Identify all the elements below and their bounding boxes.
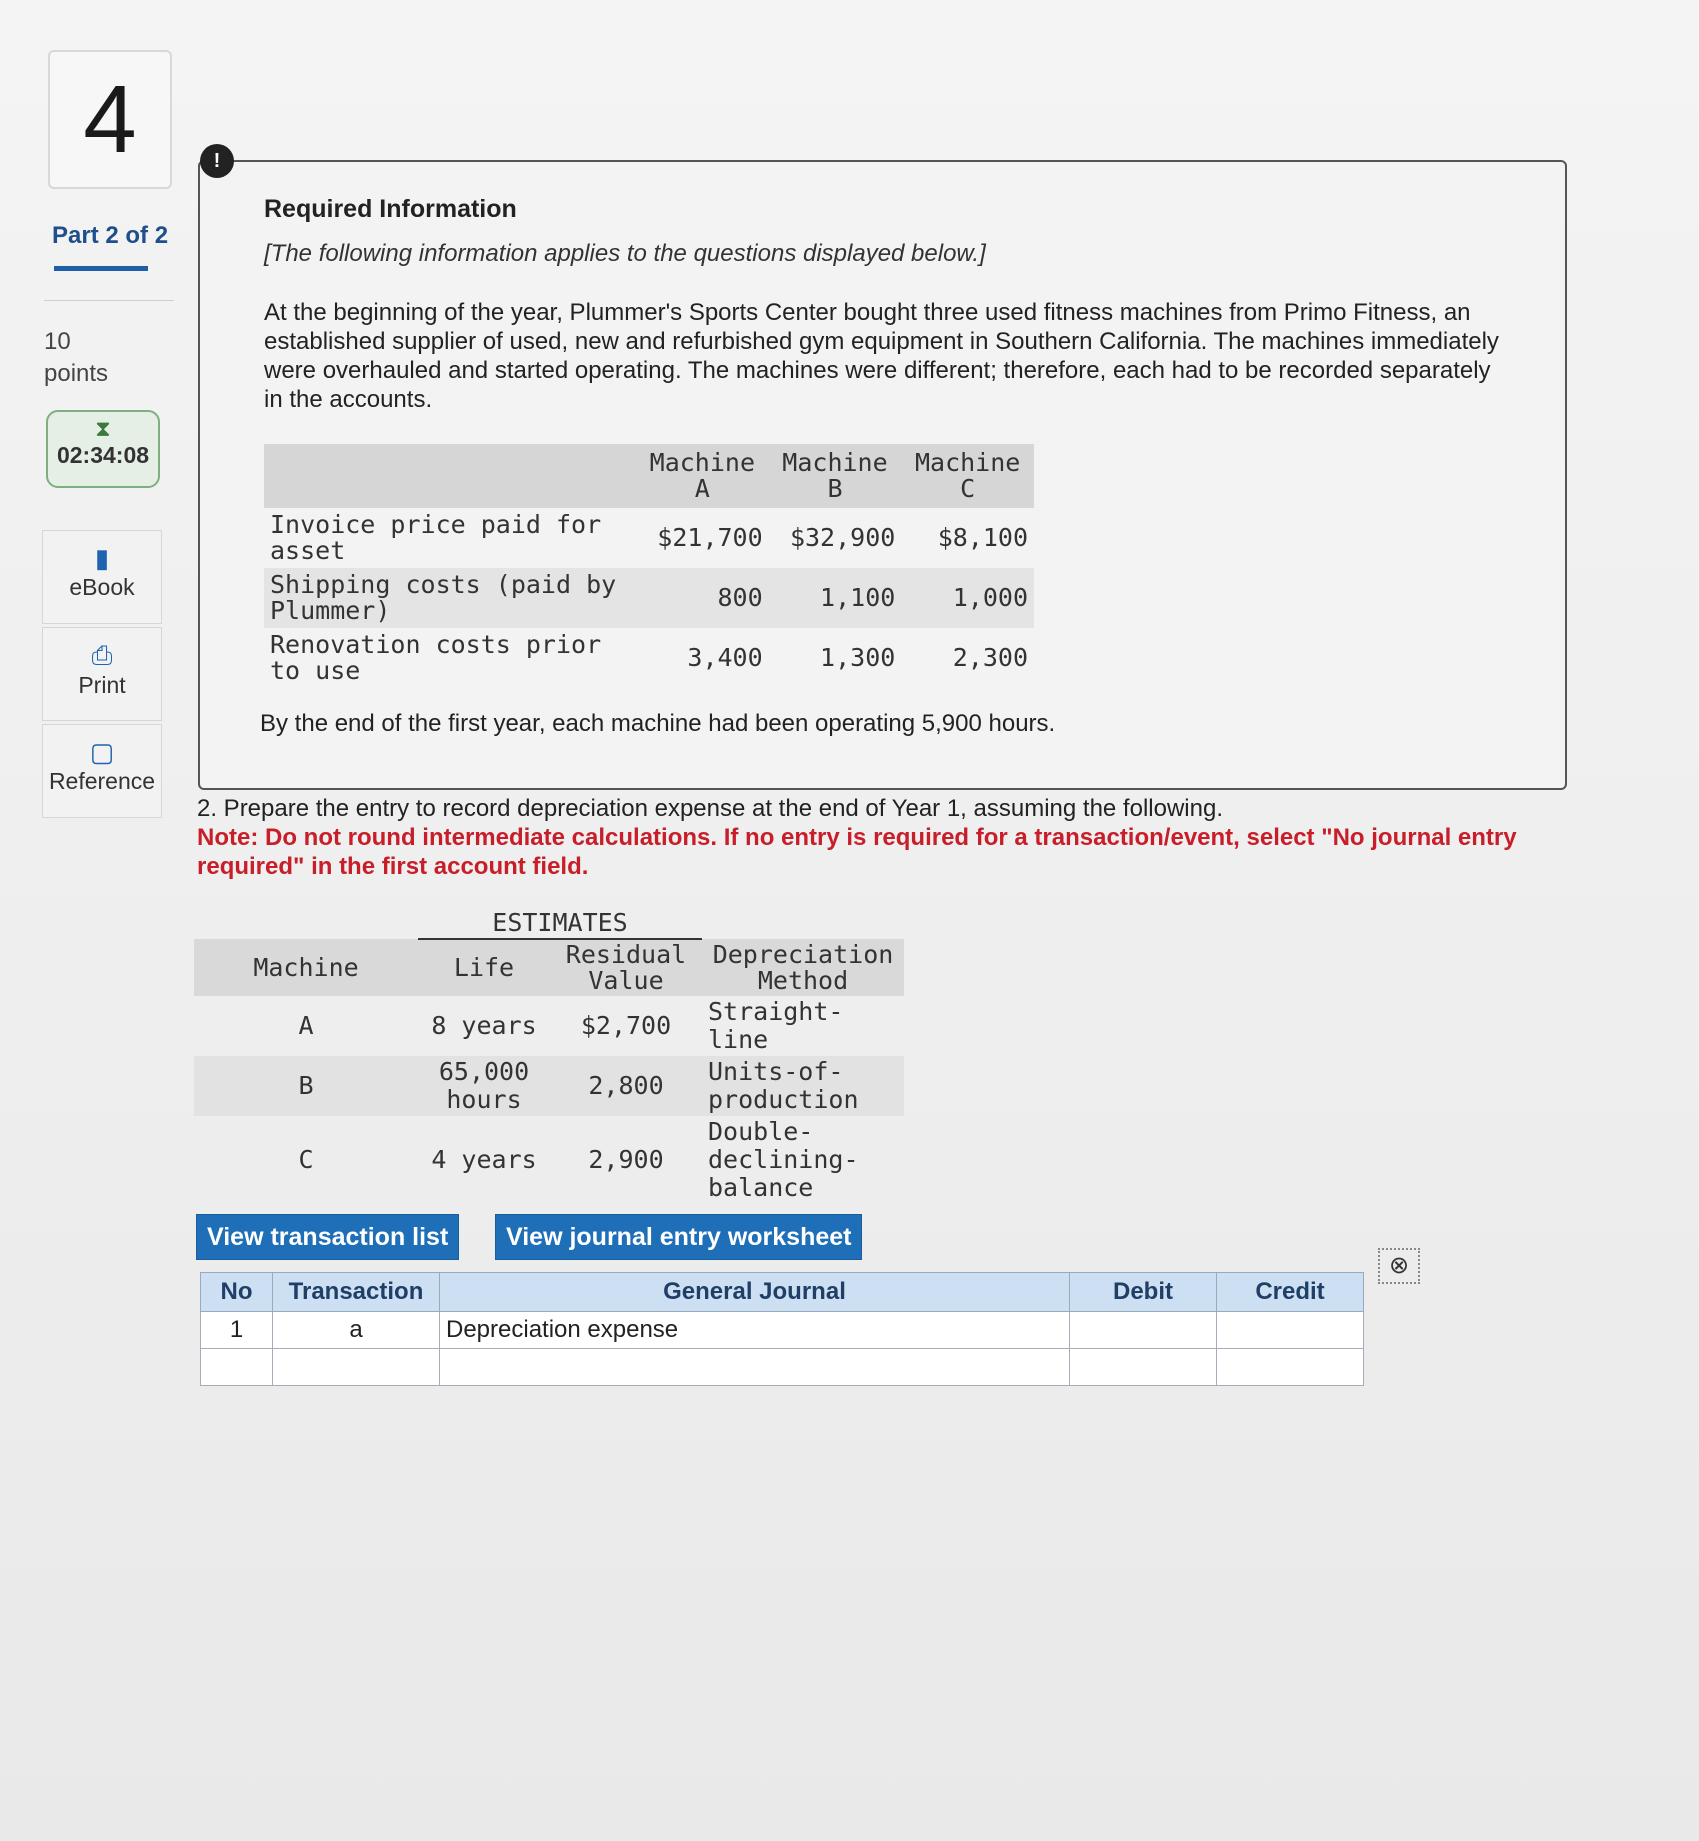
journal-transaction: a bbox=[273, 1312, 440, 1349]
print-button[interactable] bbox=[42, 627, 162, 721]
printer-icon: ⎙ bbox=[91, 640, 113, 670]
cost-value: 1,000 bbox=[901, 568, 1034, 628]
est-life: 8 years bbox=[431, 1011, 537, 1040]
table-row bbox=[194, 1056, 904, 1116]
part-indicator[interactable]: Part 2 of 2 bbox=[52, 222, 169, 249]
points bbox=[44, 326, 108, 390]
view-journal-worksheet-button[interactable]: View journal entry worksheet bbox=[495, 1214, 862, 1260]
est-machine: B bbox=[194, 1056, 418, 1116]
est-header-machine: Machine bbox=[194, 939, 418, 996]
rail-divider bbox=[44, 300, 174, 301]
book-icon: ▮ bbox=[94, 543, 110, 573]
reference-icon: ▢ bbox=[89, 737, 115, 767]
cost-value: 800 bbox=[636, 568, 769, 628]
part-underline bbox=[54, 266, 148, 271]
reference-label: Reference bbox=[48, 768, 156, 794]
table-row bbox=[264, 508, 1034, 568]
operating-hours-note: By the end of the first year, each machine had been operating 5,900 hours. bbox=[260, 710, 1056, 737]
journal-no: 1 bbox=[201, 1312, 273, 1349]
info-title: Required Information bbox=[264, 195, 517, 223]
table-row bbox=[201, 1312, 1364, 1349]
cost-label: Renovation costs prior to use bbox=[270, 630, 602, 685]
cost-table bbox=[264, 444, 1034, 688]
journal-header-no: No bbox=[201, 1273, 273, 1312]
question-text bbox=[197, 794, 1557, 881]
journal-header-debit: Debit bbox=[1070, 1273, 1217, 1312]
journal-header-general-journal: General Journal bbox=[440, 1273, 1070, 1312]
estimates-table bbox=[194, 908, 904, 1204]
question-prompt: 2. Prepare the entry to record depreciation expense at the end of Year 1, assuming the following. bbox=[197, 795, 1223, 822]
journal-account[interactable] bbox=[440, 1349, 1070, 1386]
cost-label: Invoice price paid for asset bbox=[270, 510, 602, 565]
info-subtitle: [The following information applies to the questions displayed below.] bbox=[264, 240, 986, 267]
est-residual: $2,700 bbox=[580, 1011, 672, 1040]
est-residual: 2,800 bbox=[550, 1056, 702, 1116]
cost-value: $32,900 bbox=[789, 523, 896, 552]
view-transaction-list-button[interactable]: View transaction list bbox=[196, 1214, 459, 1260]
cost-value: $21,700 bbox=[657, 523, 763, 552]
table-row bbox=[194, 1116, 904, 1204]
est-life: 65,000 hours bbox=[418, 1056, 550, 1116]
journal-debit[interactable] bbox=[1070, 1349, 1217, 1386]
est-residual: 2,900 bbox=[588, 1145, 664, 1174]
est-header-blank bbox=[194, 908, 418, 939]
journal-credit[interactable] bbox=[1217, 1312, 1364, 1349]
est-header-life: Life bbox=[418, 939, 550, 996]
alert-icon: ! bbox=[200, 144, 234, 178]
est-life: 4 years bbox=[431, 1145, 537, 1174]
table-row bbox=[201, 1349, 1364, 1386]
table-row bbox=[264, 568, 1034, 628]
journal-table bbox=[200, 1272, 1364, 1386]
cost-header-a: Machine A bbox=[636, 444, 769, 508]
points-value: 10 bbox=[44, 328, 71, 355]
cost-header-blank bbox=[264, 444, 636, 508]
estimates-group-header: ESTIMATES bbox=[418, 908, 702, 939]
reference-button[interactable] bbox=[42, 724, 162, 818]
close-icon[interactable]: ⊗ bbox=[1378, 1248, 1420, 1284]
cost-value: $8,100 bbox=[937, 523, 1028, 552]
cost-value: 3,400 bbox=[687, 643, 763, 672]
timer-value: 02:34:08 bbox=[56, 442, 150, 468]
journal-account[interactable]: Depreciation expense bbox=[440, 1312, 1070, 1349]
journal-header-transaction: Transaction bbox=[273, 1273, 440, 1312]
est-machine: A bbox=[298, 1011, 314, 1040]
cost-value: 1,300 bbox=[820, 643, 896, 672]
est-method: Double-declining-balance bbox=[708, 1117, 859, 1202]
table-row bbox=[194, 996, 904, 1056]
cost-header-c: Machine C bbox=[901, 444, 1034, 508]
cost-label: Shipping costs (paid by Plummer) bbox=[264, 568, 636, 628]
question-note: Note: Do not round intermediate calculations. If no entry is required for a transaction/event, select "No journal entry required" in the first account field. bbox=[197, 824, 1517, 880]
journal-transaction bbox=[273, 1349, 440, 1386]
timer bbox=[46, 410, 160, 488]
est-method: Units-of-production bbox=[702, 1056, 904, 1116]
cost-header-b: Machine B bbox=[769, 444, 902, 508]
info-paragraph: At the beginning of the year, Plummer's Sports Center bought three used fitness machines from Primo Fitness, an established supplier of used, new and refurbished gym equipment in Southern California. The machines immediately were overhauled and started operating. The machines were different; therefore, each had to be recorded separately in the accounts. bbox=[264, 299, 1499, 413]
hourglass-icon: ⧗ bbox=[95, 416, 111, 441]
est-header-method: Depreciation Method bbox=[702, 939, 904, 996]
table-row bbox=[264, 628, 1034, 688]
est-header-residual: Residual Value bbox=[550, 939, 702, 996]
journal-no bbox=[201, 1349, 273, 1386]
journal-credit[interactable] bbox=[1217, 1349, 1364, 1386]
est-header-blank bbox=[702, 908, 904, 939]
ebook-button[interactable] bbox=[42, 530, 162, 624]
journal-debit[interactable] bbox=[1070, 1312, 1217, 1349]
est-machine: C bbox=[298, 1145, 314, 1174]
print-label: Print bbox=[78, 672, 126, 698]
points-label: points bbox=[44, 360, 109, 387]
journal-header-credit: Credit bbox=[1217, 1273, 1364, 1312]
est-method: Straight-line bbox=[708, 997, 844, 1054]
question-number: 4 bbox=[48, 50, 172, 189]
ebook-label: eBook bbox=[69, 574, 135, 600]
cost-value: 1,100 bbox=[769, 568, 902, 628]
cost-value: 2,300 bbox=[952, 643, 1028, 672]
